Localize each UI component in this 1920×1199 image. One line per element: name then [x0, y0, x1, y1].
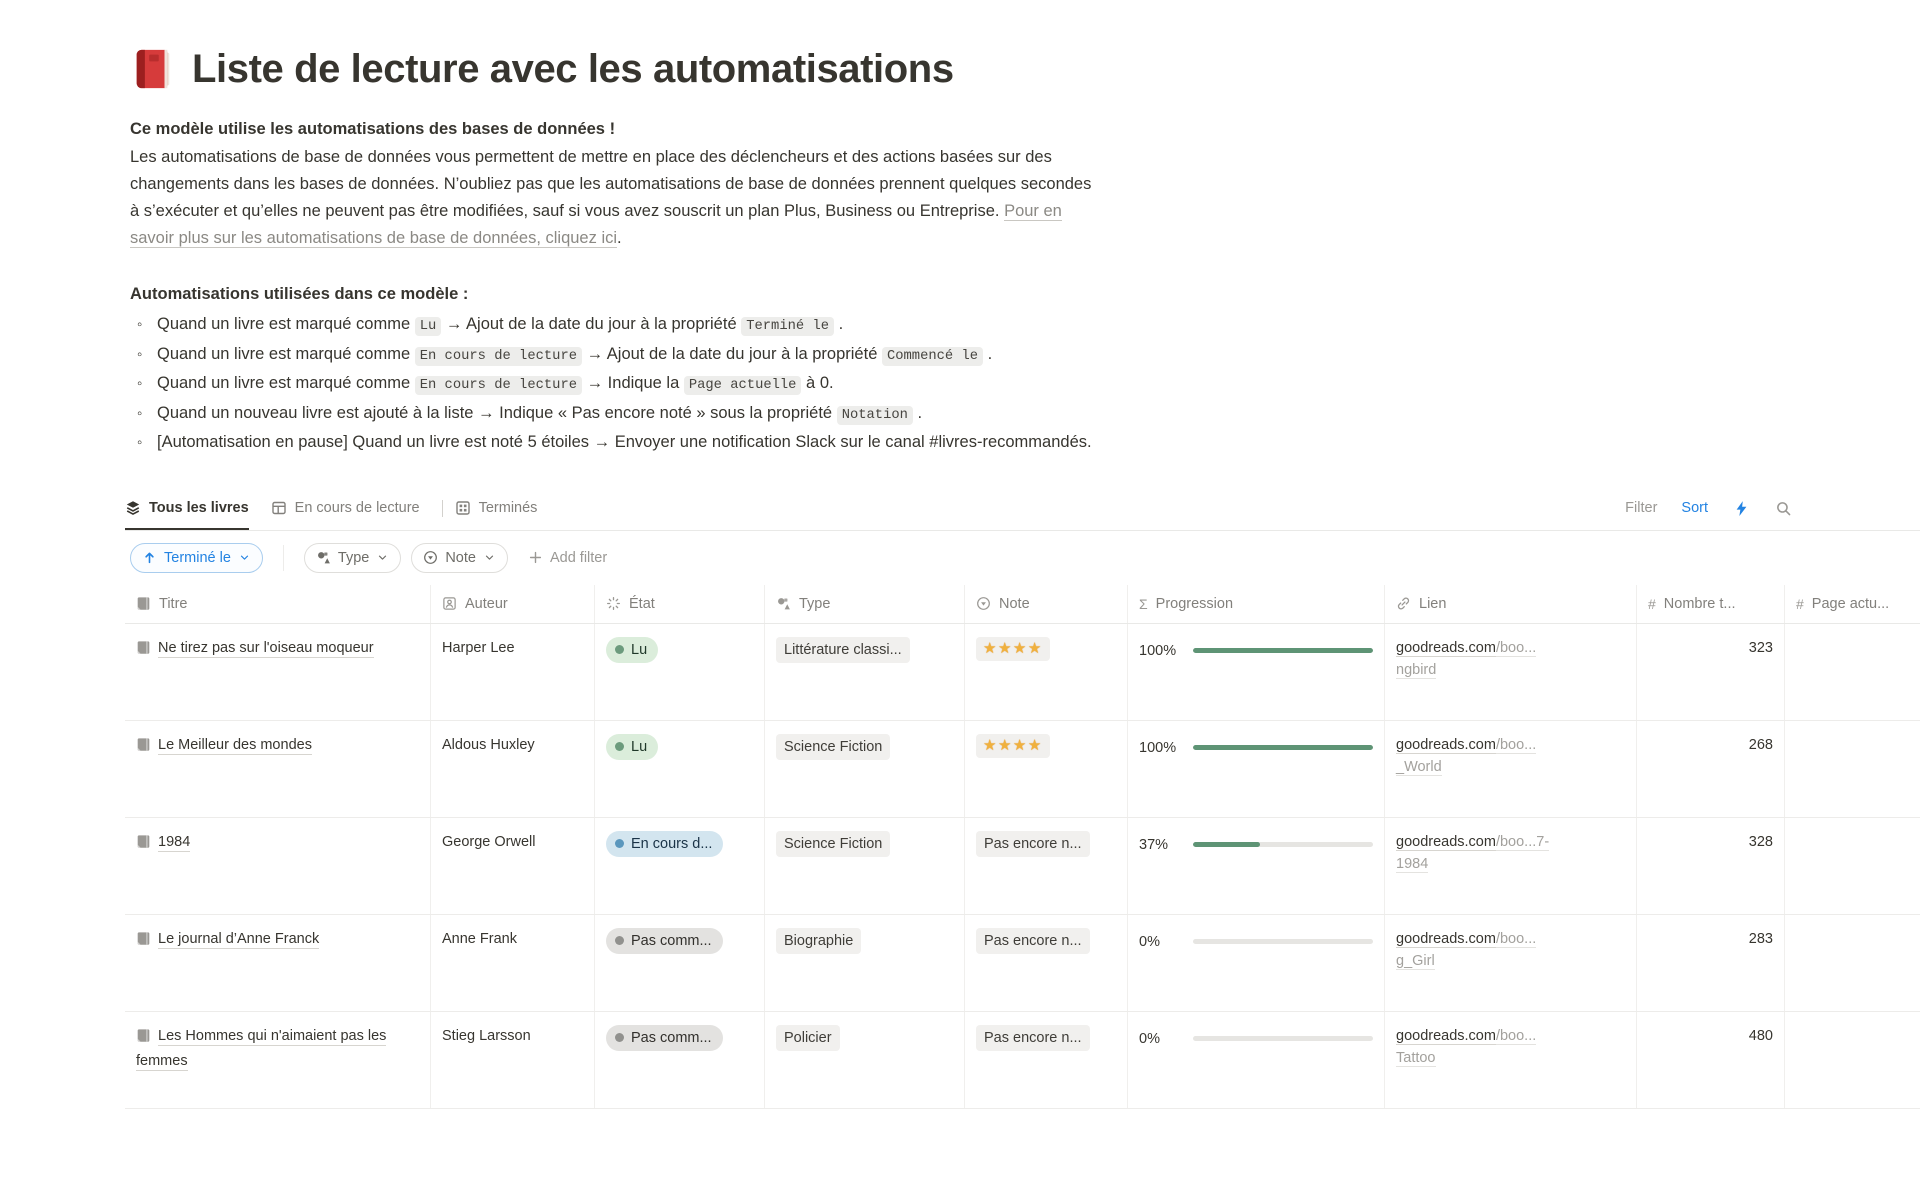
link-domain: goodreads.com	[1396, 930, 1496, 947]
cell-note[interactable]	[965, 721, 1128, 817]
progress-percent: 100%	[1139, 739, 1177, 756]
add-filter-label: Add filter	[549, 549, 608, 566]
cell-page_actuelle[interactable]	[1785, 721, 1920, 817]
book-title-link[interactable]	[136, 928, 419, 953]
cell-type[interactable]	[765, 1012, 965, 1108]
progress-track	[1193, 842, 1373, 847]
page-icon	[136, 640, 151, 655]
board-view-icon	[455, 500, 471, 516]
cell-note[interactable]	[965, 818, 1128, 914]
goodreads-link-line2[interactable]	[1396, 1047, 1625, 1069]
bullet-marker: ◦	[137, 404, 143, 422]
star-icon: ★	[997, 736, 1013, 754]
link-path-tail: g_Girl	[1396, 952, 1435, 969]
page-icon	[136, 1028, 151, 1043]
filter-button[interactable]: Filter	[1625, 500, 1658, 516]
bullet-marker: ◦	[137, 345, 143, 363]
automation-text: .	[834, 315, 844, 333]
status-label: Lu	[631, 738, 648, 755]
tab-label: Tous les livres	[149, 500, 249, 516]
automation-item	[130, 311, 1130, 341]
goodreads-link-line2[interactable]	[1396, 853, 1625, 875]
goodreads-link[interactable]	[1396, 928, 1625, 950]
column-header-progression[interactable]	[1128, 585, 1385, 623]
type-tag[interactable]: Science Fiction	[776, 734, 890, 760]
table-row	[125, 624, 1920, 721]
cell-progression[interactable]	[1128, 721, 1385, 817]
table-header-row	[125, 585, 1920, 624]
chevron-down-icon	[376, 551, 389, 564]
book-page-icon	[136, 1031, 151, 1047]
bolt-icon[interactable]	[1732, 499, 1750, 517]
link-icon	[1396, 596, 1411, 611]
property-code-tag: Page actuelle	[684, 376, 802, 395]
automation-text: Quand un livre est marqué comme	[157, 374, 415, 392]
intro-paragraph-text: Les automatisations de base de données vous permettent de mettre en place des déclencheurs et des actions basées sur des changements dans les bases de données. N’oubliez pas que les automatisations de base de données prennent quelques secondes à s’exécuter et qu’elles ne peuvent pas être modifiées, sauf si vous avez souscrit un plan Plus, Business ou Entreprise.	[130, 148, 1092, 220]
chip-label: Note	[445, 549, 476, 566]
automation-item	[130, 429, 1130, 457]
cell-titre[interactable]	[125, 818, 431, 914]
books-table	[125, 585, 1920, 1109]
cell-etat[interactable]	[595, 915, 765, 1011]
tab-label: En cours de lecture	[294, 500, 420, 516]
cell-lien[interactable]	[1385, 915, 1637, 1011]
star-icon: ★	[1027, 736, 1043, 754]
goodreads-link[interactable]	[1396, 734, 1625, 756]
book-page-icon	[136, 643, 151, 659]
automation-text: à 0.	[801, 374, 834, 392]
view-tabbar	[125, 487, 1920, 531]
sort-button[interactable]: Sort	[1681, 500, 1708, 516]
cell-auteur[interactable]: Stieg Larsson	[431, 1012, 595, 1108]
chevron-down-icon	[483, 551, 496, 564]
book-title-text: Les Hommes qui n'aimaient pas les femmes	[136, 1028, 386, 1072]
hash-icon: #	[1648, 595, 1656, 612]
page-icon	[136, 834, 151, 849]
goodreads-link[interactable]	[1396, 831, 1625, 853]
status-dot-icon	[615, 936, 624, 945]
book-title-text: 1984	[158, 834, 190, 853]
chip-divider	[283, 545, 284, 571]
link-path: /boo...	[1495, 930, 1537, 947]
progress-percent: 100%	[1139, 642, 1177, 659]
column-label: Page actu...	[1811, 595, 1890, 612]
goodreads-link[interactable]	[1396, 1025, 1625, 1047]
note-tag[interactable]: Pas encore n...	[976, 1025, 1090, 1051]
column-header-lien[interactable]	[1385, 585, 1637, 623]
page-icon	[136, 596, 151, 611]
automations-heading: Automatisations utilisées dans ce modèle :	[130, 285, 469, 303]
link-path: /boo...	[1495, 639, 1537, 656]
cell-page_actuelle[interactable]	[1785, 915, 1920, 1011]
cell-type[interactable]	[765, 721, 965, 817]
cell-type[interactable]	[765, 624, 965, 720]
book-title-link[interactable]	[136, 637, 419, 662]
chevron-down-icon	[238, 551, 251, 564]
status-pill[interactable]	[606, 928, 723, 954]
progress-cell	[1139, 734, 1373, 759]
status-dot-icon	[615, 742, 624, 751]
cell-progression[interactable]	[1128, 818, 1385, 914]
property-code-tag: Notation	[837, 406, 913, 425]
status-label: Pas comm...	[631, 1029, 712, 1046]
property-code-tag: Commencé le	[882, 347, 983, 366]
type-tag[interactable]: Littérature classi...	[776, 637, 910, 663]
cell-lien[interactable]	[1385, 1012, 1637, 1108]
cell-note[interactable]	[965, 915, 1128, 1011]
goodreads-link-line2[interactable]	[1396, 659, 1625, 681]
column-header-note[interactable]	[965, 585, 1128, 623]
column-label: État	[629, 595, 655, 612]
tab-label: Terminés	[478, 500, 538, 516]
cell-auteur[interactable]: Aldous Huxley	[431, 721, 595, 817]
progress-percent: 37%	[1139, 836, 1169, 853]
shapes-icon	[316, 550, 331, 565]
cell-lien[interactable]	[1385, 624, 1637, 720]
property-code-tag: Terminé le	[741, 317, 834, 336]
page-icon	[136, 737, 151, 752]
cell-page_actuelle[interactable]	[1785, 624, 1920, 720]
database-view	[125, 487, 1920, 1109]
intro-paragraph-suffix: .	[617, 229, 622, 247]
filter-chip-row	[125, 531, 1920, 585]
column-label: Nombre t...	[1663, 595, 1736, 612]
star-icon: ★	[983, 736, 998, 754]
chip-label: Type	[337, 549, 370, 566]
link-path-tail: Tattoo	[1396, 1049, 1436, 1066]
book-title-link[interactable]	[136, 734, 419, 759]
cell-progression[interactable]	[1128, 624, 1385, 720]
automation-text: [Automatisation en pause] Quand un livre est noté 5 étoiles → Envoyer une notification Slack sur le canal #livres-recommandés.	[157, 433, 1092, 451]
progress-cell	[1139, 928, 1373, 953]
status-pill[interactable]	[606, 734, 658, 760]
progress-track	[1193, 648, 1373, 653]
column-label: Titre	[159, 595, 188, 612]
type-tag[interactable]: Policier	[776, 1025, 840, 1051]
progress-track	[1193, 1036, 1373, 1041]
progress-fill	[1193, 745, 1373, 750]
cell-note[interactable]	[965, 624, 1128, 720]
automation-text: Quand un nouveau livre est ajouté à la liste → Indique « Pas encore noté » sous la propriété	[157, 403, 837, 422]
automation-text: .	[912, 403, 923, 422]
rating-stars[interactable]	[976, 734, 1050, 758]
cell-auteur[interactable]: Harper Lee	[431, 624, 595, 720]
automation-text: → Ajout de la date du jour à la propriété	[582, 344, 882, 363]
link-path: /boo...7-	[1495, 833, 1550, 850]
bullet-marker: ◦	[137, 375, 143, 392]
type-tag[interactable]: Science Fiction	[776, 831, 890, 857]
cell-progression[interactable]	[1128, 1012, 1385, 1108]
filter-chip-note[interactable]	[411, 543, 508, 573]
table-row	[125, 915, 1920, 1012]
link-path: /boo...	[1495, 736, 1537, 753]
column-header-page_actuelle[interactable]	[1785, 585, 1920, 623]
cell-titre[interactable]	[125, 915, 431, 1011]
book-title-text: Le Meilleur des mondes	[158, 737, 312, 756]
status-pill[interactable]	[606, 1025, 723, 1051]
book-title-text: Le journal d’Anne Franck	[158, 931, 319, 950]
status-pill[interactable]	[606, 637, 658, 663]
hash-icon: #	[1796, 595, 1804, 612]
view-tabs	[125, 487, 559, 530]
sigma-icon: Σ	[1139, 595, 1148, 612]
automation-text: Quand un livre est marqué comme	[157, 344, 415, 363]
star-icon: ★	[1027, 639, 1043, 657]
book-page-icon	[136, 934, 151, 950]
cell-nombre[interactable]: 268	[1637, 721, 1785, 817]
automation-text: Quand un livre est marqué comme	[157, 315, 415, 333]
status-icon	[606, 596, 621, 611]
star-icon: ★	[997, 639, 1013, 657]
status-dot-icon	[615, 1033, 624, 1042]
link-domain: goodreads.com	[1396, 639, 1496, 656]
page-header	[130, 46, 1920, 92]
table-row	[125, 1012, 1920, 1109]
status-label: Lu	[631, 641, 648, 658]
column-label: Auteur	[465, 595, 508, 612]
property-code-tag: En cours de lecture	[415, 347, 582, 366]
status-label: En cours d...	[631, 835, 713, 852]
progress-cell	[1139, 637, 1373, 662]
column-header-nombre[interactable]	[1637, 585, 1785, 623]
cell-page_actuelle[interactable]	[1785, 818, 1920, 914]
cell-etat[interactable]	[595, 721, 765, 817]
type-tag[interactable]: Biographie	[776, 928, 861, 954]
cell-auteur[interactable]: George Orwell	[431, 818, 595, 914]
cell-page_actuelle[interactable]	[1785, 1012, 1920, 1108]
plus-icon	[528, 550, 543, 565]
cell-progression[interactable]	[1128, 915, 1385, 1011]
cell-nombre[interactable]: 283	[1637, 915, 1785, 1011]
star-icon: ★	[1012, 639, 1028, 657]
layers-icon	[125, 500, 141, 516]
cell-type[interactable]	[765, 818, 965, 914]
add-filter-button[interactable]	[528, 550, 607, 566]
star-icon: ★	[1012, 736, 1028, 754]
progress-fill	[1193, 842, 1260, 847]
book-page-icon	[136, 837, 151, 853]
status-dot-icon	[615, 839, 624, 848]
column-header-type[interactable]	[765, 585, 965, 623]
table-row	[125, 818, 1920, 915]
cell-note[interactable]	[965, 1012, 1128, 1108]
shapes-icon	[776, 596, 791, 611]
column-label: Progression	[1155, 595, 1234, 612]
book-title-text: Ne tirez pas sur l'oiseau moqueur	[158, 640, 374, 659]
cell-auteur[interactable]: Anne Frank	[431, 915, 595, 1011]
star-icon: ★	[983, 639, 998, 657]
automation-text: → Ajout de la date du jour à la propriété	[441, 315, 742, 333]
arrow-up-icon	[142, 550, 157, 565]
automation-item	[130, 341, 1130, 371]
cell-titre[interactable]	[125, 624, 431, 720]
person-icon	[442, 596, 457, 611]
automation-text: .	[983, 344, 993, 363]
tab-group-divider	[442, 500, 443, 517]
column-label: Note	[999, 595, 1030, 612]
progress-track	[1193, 745, 1373, 750]
table-view-icon	[271, 500, 287, 516]
column-header-auteur[interactable]	[431, 585, 595, 623]
link-path-tail: 1984	[1396, 855, 1429, 872]
note-tag[interactable]: Pas encore n...	[976, 831, 1090, 857]
automation-item	[130, 370, 1130, 400]
status-pill[interactable]	[606, 831, 723, 857]
cell-titre[interactable]	[125, 1012, 431, 1108]
chip-label: Terminé le	[164, 549, 231, 566]
filter-chip-type[interactable]	[304, 543, 401, 573]
cell-nombre[interactable]: 328	[1637, 818, 1785, 914]
cell-etat[interactable]	[595, 1012, 765, 1108]
book-page-icon	[136, 740, 151, 756]
link-domain: goodreads.com	[1396, 1027, 1496, 1044]
progress-percent: 0%	[1139, 1030, 1160, 1047]
select-icon	[976, 596, 991, 611]
tab-en-cours-de-lecture[interactable]	[271, 487, 420, 530]
tab-tous-les-livres[interactable]	[125, 487, 249, 530]
cell-nombre[interactable]: 323	[1637, 624, 1785, 720]
progress-percent: 0%	[1139, 933, 1160, 950]
bullet-marker: ◦	[137, 316, 143, 333]
tab-termines[interactable]	[455, 487, 538, 530]
link-domain: goodreads.com	[1396, 736, 1496, 753]
column-label: Type	[799, 595, 831, 612]
automation-text: → Indique la	[582, 374, 684, 392]
page-title: Liste de lecture avec les automatisations	[192, 46, 954, 91]
cell-etat[interactable]	[595, 624, 765, 720]
progress-cell	[1139, 1025, 1373, 1050]
link-path: /boo...	[1495, 1027, 1537, 1044]
note-tag[interactable]: Pas encore n...	[976, 928, 1090, 954]
book-title-link[interactable]	[136, 831, 419, 856]
progress-cell	[1139, 831, 1373, 856]
progress-fill	[1193, 648, 1373, 653]
goodreads-link-line2[interactable]	[1396, 756, 1625, 778]
intro-bold-line: Ce modèle utilise les automatisations des bases de données !	[130, 120, 616, 138]
progress-track	[1193, 939, 1373, 944]
automation-item	[130, 400, 1130, 430]
goodreads-link[interactable]	[1396, 637, 1625, 659]
link-domain: goodreads.com	[1396, 833, 1496, 850]
automations-list	[130, 311, 1130, 457]
search-icon[interactable]	[1774, 499, 1792, 517]
page-icon	[136, 931, 151, 946]
status-label: Pas comm...	[631, 932, 712, 949]
cell-etat[interactable]	[595, 818, 765, 914]
link-path-tail: ngbird	[1396, 661, 1437, 678]
red-book-icon[interactable]	[130, 46, 176, 92]
column-label: Lien	[1419, 595, 1447, 612]
filter-chip-termine-le[interactable]	[130, 543, 263, 573]
view-toolbar	[1625, 499, 1792, 517]
cell-lien[interactable]	[1385, 721, 1637, 817]
book-title-link[interactable]	[136, 1025, 419, 1072]
intro-paragraph	[130, 144, 1092, 252]
property-code-tag: Lu	[415, 317, 442, 336]
link-path-tail: _World	[1396, 758, 1442, 775]
column-header-titre[interactable]	[125, 585, 431, 623]
cell-nombre[interactable]: 480	[1637, 1012, 1785, 1108]
cell-titre[interactable]	[125, 721, 431, 817]
learn-more-link[interactable]: Pour en savoir plus sur les automatisations de base de données, cliquez ici	[130, 202, 1062, 247]
table-row	[125, 721, 1920, 818]
status-dot-icon	[615, 645, 624, 654]
goodreads-link-line2[interactable]	[1396, 950, 1625, 972]
bullet-marker: ◦	[137, 434, 143, 451]
cell-type[interactable]	[765, 915, 965, 1011]
rating-stars[interactable]	[976, 637, 1050, 661]
cell-lien[interactable]	[1385, 818, 1637, 914]
column-header-etat[interactable]	[595, 585, 765, 623]
select-icon	[423, 550, 438, 565]
property-code-tag: En cours de lecture	[415, 376, 582, 395]
